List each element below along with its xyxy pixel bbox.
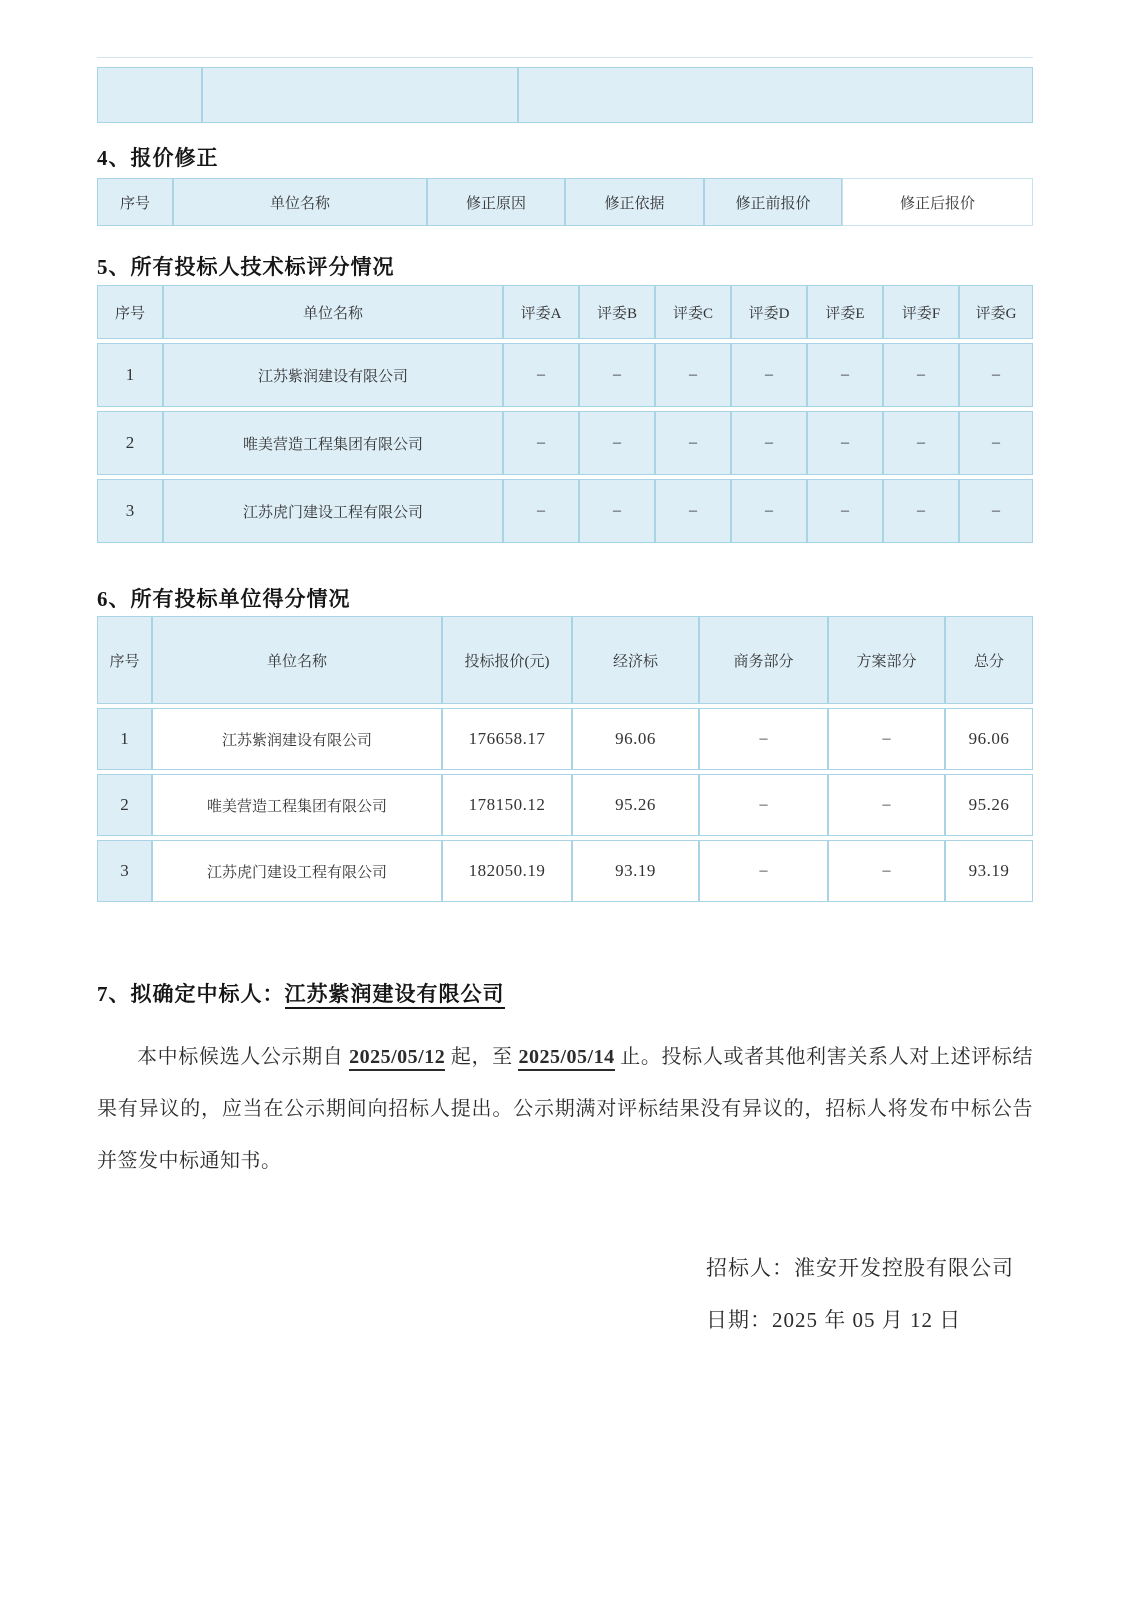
seq-cell: 1	[97, 708, 152, 770]
section-heading-total-scores: 6、所有投标单位得分情况	[97, 587, 351, 611]
scheme-score-cell: –	[828, 774, 945, 836]
seq-cell: 3	[97, 479, 163, 543]
table-row	[97, 479, 1033, 543]
publicity-start-date: 2025/05/12	[349, 1046, 445, 1071]
score-cell: –	[579, 479, 655, 543]
column-header-bid-price: 投标报价(元)	[442, 616, 572, 704]
price-correction-table	[97, 174, 1033, 230]
column-header-judge-b: 评委B	[579, 285, 655, 339]
commercial-score-cell: –	[699, 774, 828, 836]
column-header-judge-e: 评委E	[807, 285, 883, 339]
score-cell: –	[655, 343, 731, 407]
empty-cell	[518, 67, 1033, 123]
carryover-table	[97, 63, 1033, 127]
table-header-row	[97, 616, 1033, 704]
table-row	[97, 708, 1033, 770]
column-header-scheme: 方案部分	[828, 616, 945, 704]
table-row	[97, 774, 1033, 836]
economic-score-cell: 95.26	[572, 774, 699, 836]
total-score-cell: 95.26	[945, 774, 1033, 836]
document-content	[0, 57, 1131, 1346]
score-cell: –	[807, 479, 883, 543]
empty-cell	[97, 67, 202, 123]
scheme-score-cell: –	[828, 708, 945, 770]
tenderer-label: 招标人：	[706, 1256, 794, 1280]
column-header-company: 单位名称	[173, 178, 427, 226]
table-row	[97, 343, 1033, 407]
column-header-seq: 序号	[97, 178, 173, 226]
score-cell: –	[655, 479, 731, 543]
bid-price-cell: 182050.19	[442, 840, 572, 902]
column-header-judge-g: 评委G	[959, 285, 1033, 339]
score-cell: –	[655, 411, 731, 475]
total-score-cell: 96.06	[945, 708, 1033, 770]
score-cell: –	[731, 343, 807, 407]
seq-cell: 2	[97, 774, 152, 836]
signature-block	[97, 1242, 1033, 1346]
column-header-economic: 经济标	[572, 616, 699, 704]
commercial-score-cell: –	[699, 840, 828, 902]
table-row	[97, 67, 1033, 123]
bid-price-cell: 176658.17	[442, 708, 572, 770]
column-header-total: 总分	[945, 616, 1033, 704]
winner-prefix: 7、拟确定中标人：	[97, 982, 285, 1006]
notice-lead: 本中标候选人公示期自	[137, 1046, 350, 1068]
score-cell: –	[807, 411, 883, 475]
date-line	[706, 1294, 1033, 1346]
score-cell: –	[503, 411, 579, 475]
technical-scores-table	[97, 281, 1033, 547]
previous-table-cut-edge	[97, 57, 1033, 58]
company-cell: 唯美营造工程集团有限公司	[152, 774, 442, 836]
column-header-seq: 序号	[97, 285, 163, 339]
score-cell: –	[579, 411, 655, 475]
economic-score-cell: 96.06	[572, 708, 699, 770]
company-cell: 江苏紫润建设有限公司	[152, 708, 442, 770]
score-cell: –	[579, 343, 655, 407]
table-header-row	[97, 285, 1033, 339]
score-cell: –	[959, 411, 1033, 475]
column-header-price-after: 修正后报价	[842, 178, 1033, 226]
seq-cell: 3	[97, 840, 152, 902]
economic-score-cell: 93.19	[572, 840, 699, 902]
score-cell: –	[731, 479, 807, 543]
column-header-judge-d: 评委D	[731, 285, 807, 339]
score-cell: –	[959, 479, 1033, 543]
total-score-cell: 93.19	[945, 840, 1033, 902]
date-value: 2025 年 05 月 12 日	[772, 1308, 962, 1332]
score-cell: –	[959, 343, 1033, 407]
empty-cell	[202, 67, 518, 123]
table-row	[97, 840, 1033, 902]
column-header-price-before: 修正前报价	[704, 178, 842, 226]
company-cell: 江苏虎门建设工程有限公司	[163, 479, 503, 543]
score-cell: –	[883, 343, 959, 407]
column-header-company: 单位名称	[152, 616, 442, 704]
tenderer-line	[706, 1242, 1033, 1294]
section-heading-price-correction: 4、报价修正	[97, 146, 219, 170]
date-label: 日期：	[706, 1308, 772, 1332]
seq-cell: 1	[97, 343, 163, 407]
score-cell: –	[731, 411, 807, 475]
company-cell: 唯美营造工程集团有限公司	[163, 411, 503, 475]
column-header-judge-a: 评委A	[503, 285, 579, 339]
company-cell: 江苏虎门建设工程有限公司	[152, 840, 442, 902]
column-header-basis: 修正依据	[565, 178, 704, 226]
column-header-commercial: 商务部分	[699, 616, 828, 704]
score-cell: –	[503, 343, 579, 407]
score-cell: –	[883, 479, 959, 543]
publicity-end-date: 2025/05/14	[518, 1046, 614, 1071]
column-header-judge-f: 评委F	[883, 285, 959, 339]
table-header-row	[97, 178, 1033, 226]
column-header-judge-c: 评委C	[655, 285, 731, 339]
total-scores-table	[97, 612, 1033, 906]
publicity-notice-paragraph	[97, 1031, 1033, 1187]
seq-cell: 2	[97, 411, 163, 475]
score-cell: –	[503, 479, 579, 543]
score-cell: –	[807, 343, 883, 407]
section-heading-winner	[97, 982, 1033, 1009]
notice-rest: 止。投标人或者其他利害关系人对上述评标结果有异议的，应当在公示期间向招标人提出。公示期满对评标结果没有异议的，招标人将发布中标公告并签发中标通知书。	[97, 1046, 1034, 1172]
company-cell: 江苏紫润建设有限公司	[163, 343, 503, 407]
notice-mid: 起，至	[445, 1046, 519, 1068]
commercial-score-cell: –	[699, 708, 828, 770]
scheme-score-cell: –	[828, 840, 945, 902]
table-row	[97, 411, 1033, 475]
section-heading-technical-scores: 5、所有投标人技术标评分情况	[97, 255, 395, 279]
winner-company-name: 江苏紫润建设有限公司	[285, 982, 505, 1009]
column-header-reason: 修正原因	[427, 178, 565, 226]
column-header-seq: 序号	[97, 616, 152, 704]
bid-price-cell: 178150.12	[442, 774, 572, 836]
column-header-company: 单位名称	[163, 285, 503, 339]
score-cell: –	[883, 411, 959, 475]
tenderer-name: 淮安开发控股有限公司	[794, 1256, 1014, 1280]
